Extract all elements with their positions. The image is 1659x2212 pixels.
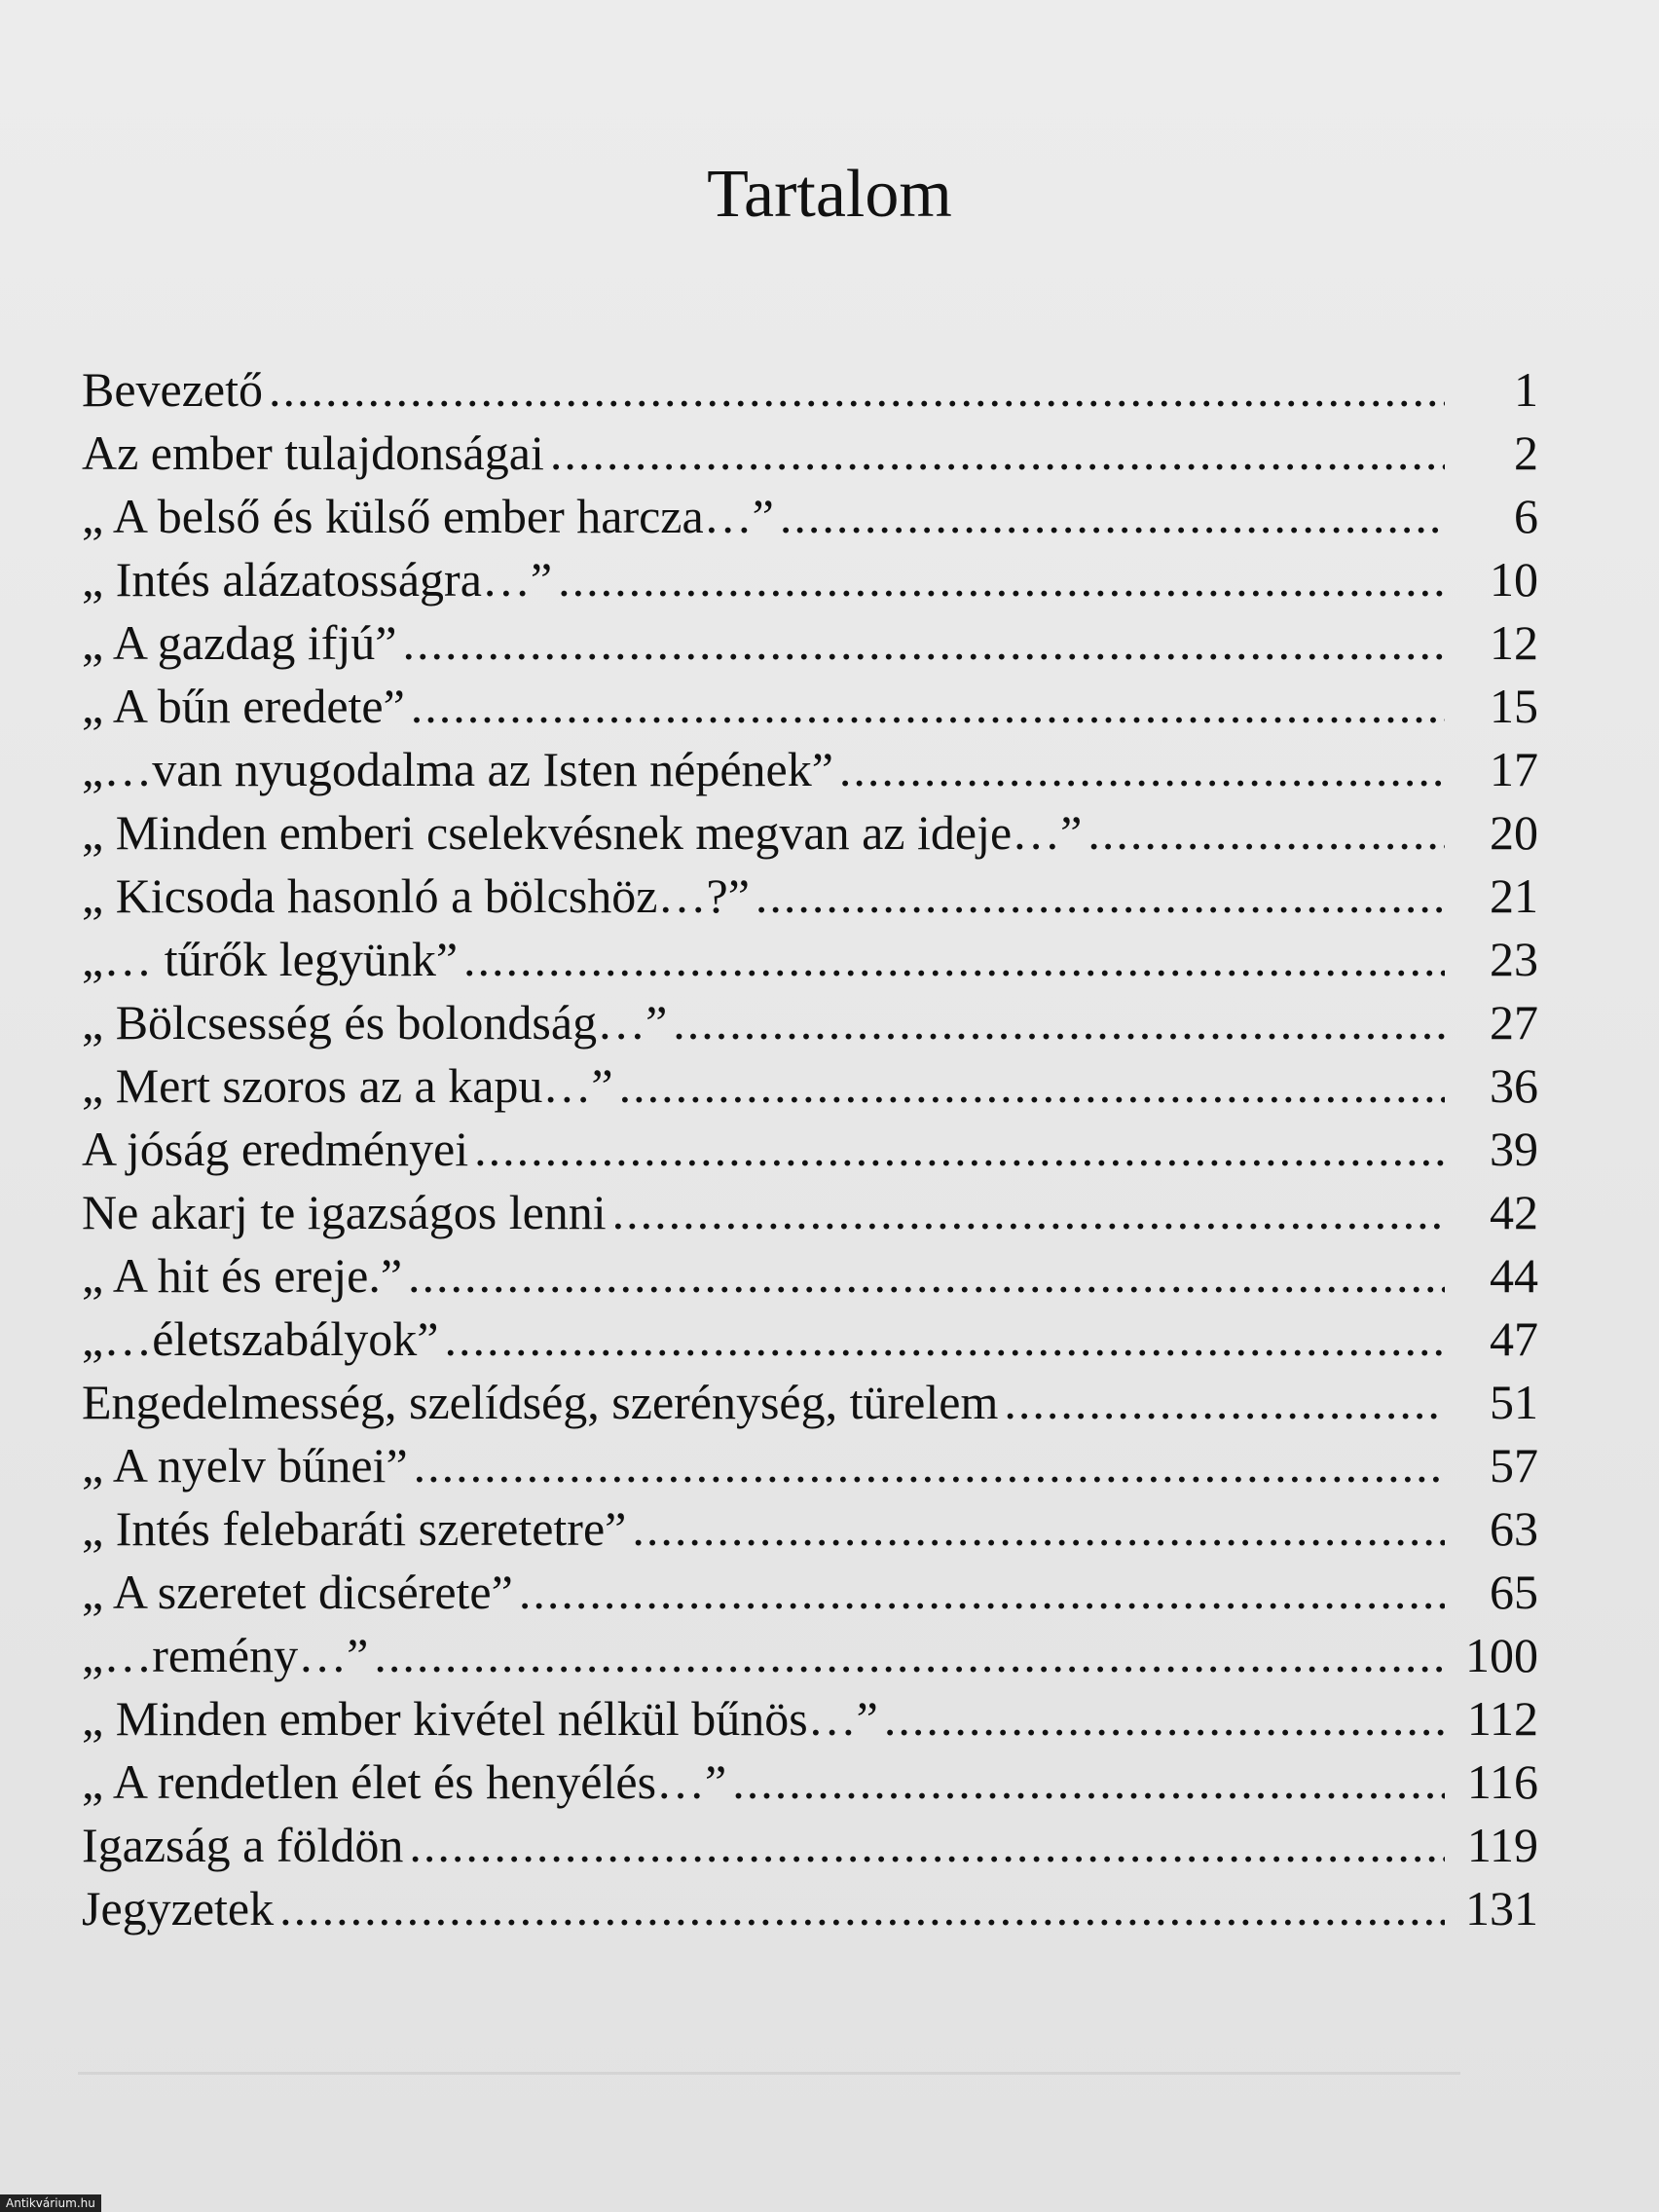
dot-leader: [408, 1244, 1445, 1308]
toc-entry-title: „… tűrők legyünk”: [82, 932, 459, 986]
toc-entry: [82, 1244, 1538, 1308]
toc-entry: [82, 1371, 1538, 1434]
toc-entry-page-number: 39: [1490, 1122, 1538, 1176]
toc-entry-page-number: 57: [1490, 1438, 1538, 1493]
dot-leader: [673, 991, 1445, 1054]
toc-entry: [82, 358, 1538, 422]
toc-entry-page-number: 119: [1466, 1818, 1538, 1872]
toc-entry: [82, 738, 1538, 801]
toc-entry: [82, 928, 1538, 991]
dot-leader: [269, 358, 1445, 422]
toc-entry-title: Bevezető: [82, 362, 264, 417]
toc-entry-title: „ Intés alázatosságra…”: [82, 552, 553, 607]
toc-entry: [82, 675, 1538, 738]
dot-leader: [374, 1624, 1445, 1687]
dot-leader: [1004, 1371, 1445, 1434]
toc-entry: [82, 422, 1538, 485]
toc-entry-title: „ A hit és ereje.”: [82, 1248, 403, 1303]
toc-entry-page-number: 1: [1514, 362, 1538, 417]
dot-leader: [732, 1751, 1445, 1814]
toc-entry: [82, 991, 1538, 1054]
toc-entry-page-number: 36: [1490, 1058, 1538, 1113]
toc-entry-page-number: 51: [1490, 1375, 1538, 1429]
toc-entry-page-number: 6: [1514, 489, 1538, 543]
toc-entry-page-number: 131: [1465, 1881, 1538, 1936]
dot-leader: [279, 1877, 1445, 1940]
toc-entry-page-number: 12: [1490, 615, 1538, 670]
toc-entry-title: „ A belső és külső ember harcza…”: [82, 489, 774, 543]
toc-entry: [82, 1624, 1538, 1687]
toc-entry-title: „…van nyugodalma az Isten népének”: [82, 742, 833, 796]
toc-entry-page-number: 63: [1490, 1501, 1538, 1556]
watermark-credit: Antikvárium.hu: [0, 2194, 101, 2212]
toc-entry-title: „ Bölcsesség és bolondság…”: [82, 995, 668, 1050]
toc-entry: [82, 1434, 1538, 1497]
toc-entry: [82, 1054, 1538, 1118]
toc-entry-page-number: 65: [1490, 1565, 1538, 1619]
dot-leader: [612, 1181, 1445, 1244]
dot-leader: [411, 675, 1445, 738]
toc-entry-title: „ A nyelv bűnei”: [82, 1438, 408, 1493]
dot-leader: [550, 422, 1445, 485]
page-title: Tartalom: [707, 157, 952, 232]
toc-entry-page-number: 21: [1490, 868, 1538, 923]
dot-leader: [632, 1497, 1445, 1561]
toc-entry-title: Jegyzetek: [82, 1881, 275, 1936]
toc-entry: [82, 1751, 1538, 1814]
dot-leader: [839, 738, 1445, 801]
toc-entry: [82, 1877, 1538, 1940]
toc-entry-page-number: 15: [1490, 679, 1538, 733]
toc-entry: [82, 1497, 1538, 1561]
toc-entry-title: Ne akarj te igazságos lenni: [82, 1185, 607, 1239]
toc-entry-title: „ Kicsoda hasonló a bölcshöz…?”: [82, 868, 750, 923]
dot-leader: [619, 1054, 1445, 1118]
toc-entry-page-number: 20: [1490, 805, 1538, 860]
toc-entry: [82, 1687, 1538, 1751]
toc-entry-title: „ A rendetlen élet és henyélés…”: [82, 1754, 727, 1809]
dot-leader: [1088, 801, 1445, 865]
toc-entry: [82, 548, 1538, 611]
toc-entry-title: Az ember tulajdonságai: [82, 425, 544, 480]
toc-entry-page-number: 100: [1465, 1628, 1538, 1682]
toc-entry-title: „ A gazdag ifjú”: [82, 615, 397, 670]
divider: [78, 2072, 1460, 2075]
toc-entry-title: Igazság a földön: [82, 1818, 404, 1872]
toc-entry-page-number: 2: [1514, 425, 1538, 480]
dot-leader: [519, 1561, 1445, 1624]
toc-entry: [82, 611, 1538, 675]
toc-entry: [82, 1181, 1538, 1244]
toc-entry-title: „ Mert szoros az a kapu…”: [82, 1058, 613, 1113]
toc-entry: [82, 801, 1538, 865]
dot-leader: [780, 485, 1445, 548]
toc-entry-page-number: 42: [1490, 1185, 1538, 1239]
toc-entry-page-number: 47: [1490, 1311, 1538, 1366]
dot-leader: [444, 1308, 1445, 1371]
toc-entry-page-number: 10: [1490, 552, 1538, 607]
toc-entry-title: A jóság eredményei: [82, 1122, 469, 1176]
toc-entry-title: „ A szeretet dicsérete”: [82, 1565, 513, 1619]
toc-entry-title: „…remény…”: [82, 1628, 369, 1682]
dot-leader: [558, 548, 1445, 611]
dot-leader: [474, 1118, 1445, 1181]
toc-entry-title: „ Minden emberi cselekvésnek megvan az ideje…”: [82, 805, 1083, 860]
toc-entry: [82, 1814, 1538, 1877]
toc-entry-title: „ Minden ember kivétel nélkül bűnös…”: [82, 1691, 878, 1746]
toc-entry: [82, 1308, 1538, 1371]
dot-leader: [414, 1434, 1445, 1497]
toc-entry: [82, 865, 1538, 928]
toc-entry-page-number: 44: [1490, 1248, 1538, 1303]
toc-entry-page-number: 17: [1490, 742, 1538, 796]
toc-entry-title: „ Intés felebaráti szeretetre”: [82, 1501, 627, 1556]
toc-entry-title: Engedelmesség, szelídség, szerénység, türelem: [82, 1375, 999, 1429]
table-of-contents: [82, 358, 1538, 1940]
dot-leader: [463, 928, 1445, 991]
dot-leader: [403, 611, 1446, 675]
toc-entry-page-number: 27: [1490, 995, 1538, 1050]
toc-entry: [82, 1561, 1538, 1624]
toc-entry: [82, 1118, 1538, 1181]
toc-entry-title: „ A bűn eredete”: [82, 679, 405, 733]
toc-entry: [82, 485, 1538, 548]
toc-entry-page-number: 23: [1490, 932, 1538, 986]
dot-leader: [409, 1814, 1445, 1877]
dot-leader: [756, 865, 1445, 928]
toc-entry-title: „…életszabályok”: [82, 1311, 439, 1366]
toc-entry-page-number: 112: [1466, 1691, 1538, 1746]
dot-leader: [884, 1687, 1445, 1751]
toc-entry-page-number: 116: [1466, 1754, 1538, 1809]
